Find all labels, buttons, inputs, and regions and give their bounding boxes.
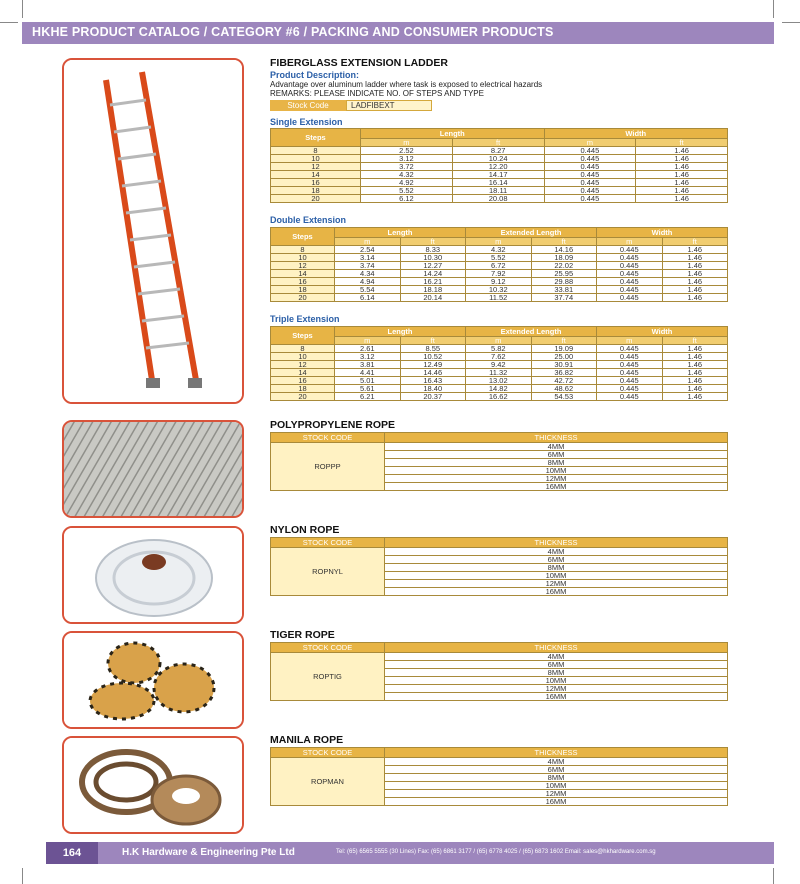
table-row — [271, 548, 728, 556]
steps-header: Steps — [271, 327, 335, 345]
value-cell: 2.61 — [335, 345, 401, 353]
thickness-header: THICKNESS — [385, 538, 728, 548]
thickness-header: THICKNESS — [385, 643, 728, 653]
value-cell: 1.46 — [636, 171, 728, 179]
steps-cell: 20 — [271, 294, 335, 302]
unit-m: m — [466, 337, 532, 345]
width-header: Width — [597, 327, 728, 337]
manila-rope-image — [64, 738, 242, 832]
value-cell: 1.46 — [662, 393, 728, 401]
double-extension-table — [270, 227, 728, 302]
value-cell: 1.46 — [636, 147, 728, 155]
value-cell: 3.72 — [361, 163, 453, 171]
value-cell: 0.445 — [597, 246, 663, 254]
thickness-cell: 10MM — [385, 782, 728, 790]
value-cell: 5.52 — [466, 254, 532, 262]
value-cell: 1.46 — [662, 385, 728, 393]
thickness-cell: 16MM — [385, 588, 728, 596]
unit-ft: ft — [662, 337, 728, 345]
unit-m: m — [466, 238, 532, 246]
value-cell: 1.46 — [662, 254, 728, 262]
thickness-cell: 16MM — [385, 693, 728, 701]
value-cell: 9.12 — [466, 278, 532, 286]
value-cell: 8.27 — [452, 147, 544, 155]
ladder-photo — [62, 58, 244, 404]
width-header: Width — [544, 129, 728, 139]
unit-ft: ft — [400, 238, 466, 246]
value-cell: 0.445 — [544, 147, 636, 155]
rope-header-row — [271, 538, 728, 548]
manila-rope-table — [270, 747, 728, 806]
value-cell: 3.12 — [335, 353, 401, 361]
value-cell: 0.445 — [597, 345, 663, 353]
unit-m: m — [335, 337, 401, 345]
value-cell: 0.445 — [597, 270, 663, 278]
value-cell: 14.82 — [466, 385, 532, 393]
length-header: Length — [361, 129, 545, 139]
thickness-header: THICKNESS — [385, 748, 728, 758]
value-cell: 1.46 — [636, 163, 728, 171]
value-cell: 20.08 — [452, 195, 544, 203]
value-cell: 29.88 — [531, 278, 597, 286]
value-cell: 33.81 — [531, 286, 597, 294]
value-cell: 7.62 — [466, 353, 532, 361]
value-cell: 0.445 — [544, 155, 636, 163]
value-cell: 0.445 — [597, 393, 663, 401]
rope-stock-code: ROPMAN — [271, 758, 385, 806]
steps-cell: 8 — [271, 147, 361, 155]
tiger-rope-table — [270, 642, 728, 701]
rope-stock-code: ROPTIG — [271, 653, 385, 701]
value-cell: 1.46 — [662, 270, 728, 278]
value-cell: 5.54 — [335, 286, 401, 294]
value-cell: 11.32 — [466, 369, 532, 377]
steps-cell: 10 — [271, 155, 361, 163]
steps-cell: 20 — [271, 393, 335, 401]
value-cell: 1.46 — [662, 262, 728, 270]
value-cell: 25.95 — [531, 270, 597, 278]
value-cell: 16.62 — [466, 393, 532, 401]
value-cell: 13.02 — [466, 377, 532, 385]
single-extension-rows — [271, 147, 728, 203]
steps-cell: 16 — [271, 278, 335, 286]
steps-cell: 8 — [271, 246, 335, 254]
double-extension-title: Double Extension — [270, 215, 347, 225]
table-row — [271, 195, 728, 203]
value-cell: 8.33 — [400, 246, 466, 254]
thickness-cell: 6MM — [385, 451, 728, 459]
steps-header: Steps — [271, 129, 361, 147]
value-cell: 0.445 — [597, 262, 663, 270]
value-cell: 1.46 — [662, 246, 728, 254]
table-row — [271, 294, 728, 302]
value-cell: 0.445 — [597, 369, 663, 377]
value-cell: 4.41 — [335, 369, 401, 377]
tiger-rope-image — [64, 633, 242, 727]
crop-mark — [773, 0, 774, 18]
value-cell: 0.445 — [597, 353, 663, 361]
stock-code-value: LADFIBEXT — [346, 100, 432, 111]
table-row — [271, 758, 728, 766]
value-cell: 1.46 — [636, 179, 728, 187]
value-cell: 12.49 — [400, 361, 466, 369]
stock-code-header: STOCK CODE — [271, 748, 385, 758]
value-cell: 2.54 — [335, 246, 401, 254]
thickness-cell: 8MM — [385, 564, 728, 572]
table-row — [271, 653, 728, 661]
double-extension-rows — [271, 246, 728, 302]
steps-cell: 14 — [271, 171, 361, 179]
value-cell: 4.92 — [361, 179, 453, 187]
value-cell: 19.09 — [531, 345, 597, 353]
value-cell: 0.445 — [597, 286, 663, 294]
value-cell: 1.46 — [662, 377, 728, 385]
manila-rope-title: MANILA ROPE — [270, 734, 344, 746]
company-name: H.K Hardware & Engineering Pte Ltd — [122, 847, 295, 858]
value-cell: 6.72 — [466, 262, 532, 270]
table-row — [271, 393, 728, 401]
thickness-cell: 4MM — [385, 758, 728, 766]
value-cell: 10.32 — [466, 286, 532, 294]
crop-mark — [773, 868, 774, 884]
value-cell: 5.01 — [335, 377, 401, 385]
value-cell: 10.52 — [400, 353, 466, 361]
ladder-image — [64, 60, 242, 402]
steps-cell: 14 — [271, 369, 335, 377]
value-cell: 2.52 — [361, 147, 453, 155]
thickness-cell: 6MM — [385, 661, 728, 669]
value-cell: 7.92 — [466, 270, 532, 278]
ladder-title: FIBERGLASS EXTENSION LADDER — [270, 57, 448, 69]
tiger-rope-title: TIGER ROPE — [270, 629, 335, 641]
stock-code-header: STOCK CODE — [271, 433, 385, 443]
value-cell: 0.445 — [544, 163, 636, 171]
steps-cell: 10 — [271, 353, 335, 361]
value-cell: 10.30 — [400, 254, 466, 262]
value-cell: 14.16 — [531, 246, 597, 254]
steps-header: Steps — [271, 228, 335, 246]
value-cell: 30.91 — [531, 361, 597, 369]
thickness-cell: 4MM — [385, 548, 728, 556]
value-cell: 1.46 — [636, 187, 728, 195]
thickness-cell: 6MM — [385, 766, 728, 774]
value-cell: 12.20 — [452, 163, 544, 171]
value-cell: 16.43 — [400, 377, 466, 385]
value-cell: 6.12 — [361, 195, 453, 203]
steps-cell: 18 — [271, 385, 335, 393]
stock-code-header: STOCK CODE — [271, 538, 385, 548]
triple-extension-title: Triple Extension — [270, 314, 340, 324]
value-cell: 0.445 — [544, 171, 636, 179]
value-cell: 1.46 — [662, 286, 728, 294]
value-cell: 0.445 — [597, 377, 663, 385]
thickness-cell: 12MM — [385, 685, 728, 693]
rope-stock-code: ROPPP — [271, 443, 385, 491]
single-extension-table — [270, 128, 728, 203]
value-cell: 1.46 — [662, 361, 728, 369]
value-cell: 1.46 — [662, 345, 728, 353]
value-cell: 0.445 — [597, 278, 663, 286]
length-header: Length — [335, 327, 466, 337]
thickness-cell: 4MM — [385, 443, 728, 451]
extended-length-header: Extended Length — [466, 327, 597, 337]
page-number: 164 — [46, 842, 98, 864]
rope-header-row — [271, 433, 728, 443]
value-cell: 18.09 — [531, 254, 597, 262]
rope-header-row — [271, 643, 728, 653]
value-cell: 1.46 — [662, 294, 728, 302]
value-cell: 6.14 — [335, 294, 401, 302]
value-cell: 12.27 — [400, 262, 466, 270]
extended-length-header: Extended Length — [466, 228, 597, 238]
value-cell: 0.445 — [544, 187, 636, 195]
value-cell: 6.21 — [335, 393, 401, 401]
value-cell: 18.11 — [452, 187, 544, 195]
thickness-cell: 12MM — [385, 790, 728, 798]
nylon-rope-table — [270, 537, 728, 596]
value-cell: 42.72 — [531, 377, 597, 385]
unit-m: m — [335, 238, 401, 246]
polypropylene-rope-table — [270, 432, 728, 491]
stock-code-label: Stock Code — [270, 100, 346, 111]
value-cell: 0.445 — [597, 254, 663, 262]
steps-cell: 20 — [271, 195, 361, 203]
value-cell: 4.34 — [335, 270, 401, 278]
value-cell: 4.32 — [466, 246, 532, 254]
unit-ft: ft — [531, 337, 597, 345]
nylon-rope-image — [64, 528, 242, 622]
value-cell: 1.46 — [662, 353, 728, 361]
thickness-cell: 10MM — [385, 467, 728, 475]
single-extension-title: Single Extension — [270, 117, 343, 127]
value-cell: 3.74 — [335, 262, 401, 270]
steps-cell: 18 — [271, 187, 361, 195]
width-header: Width — [597, 228, 728, 238]
value-cell: 11.52 — [466, 294, 532, 302]
value-cell: 5.82 — [466, 345, 532, 353]
value-cell: 25.00 — [531, 353, 597, 361]
rope-header-row — [271, 748, 728, 758]
stock-code-header: STOCK CODE — [271, 643, 385, 653]
value-cell: 1.46 — [662, 369, 728, 377]
value-cell: 54.53 — [531, 393, 597, 401]
value-cell: 14.17 — [452, 171, 544, 179]
crop-mark — [22, 868, 23, 884]
value-cell: 22.02 — [531, 262, 597, 270]
value-cell: 1.46 — [636, 155, 728, 163]
thickness-cell: 6MM — [385, 556, 728, 564]
unit-ft: ft — [636, 139, 728, 147]
thickness-header: THICKNESS — [385, 433, 728, 443]
steps-cell: 18 — [271, 286, 335, 294]
value-cell: 0.445 — [544, 195, 636, 203]
ladder-remarks: REMARKS: PLEASE INDICATE NO. OF STEPS AND TYPE — [270, 89, 484, 98]
value-cell: 4.32 — [361, 171, 453, 179]
thickness-cell: 8MM — [385, 774, 728, 782]
value-cell: 14.46 — [400, 369, 466, 377]
crop-mark — [22, 0, 23, 18]
contact-info: Tel: (65) 6565 5555 (30 Lines) Fax: (65) 6861 3177 / (65) 6778 4025 / (65) 6873 1602 Email: sales@hkhardware.com.sg — [336, 849, 656, 855]
value-cell: 18.40 — [400, 385, 466, 393]
unit-ft: ft — [531, 238, 597, 246]
thickness-cell: 12MM — [385, 580, 728, 588]
value-cell: 48.62 — [531, 385, 597, 393]
value-cell: 3.12 — [361, 155, 453, 163]
value-cell: 1.46 — [662, 278, 728, 286]
steps-cell: 12 — [271, 163, 361, 171]
unit-ft: ft — [400, 337, 466, 345]
value-cell: 36.82 — [531, 369, 597, 377]
polypropylene-rope-image — [64, 422, 242, 516]
value-cell: 3.81 — [335, 361, 401, 369]
thickness-cell: 12MM — [385, 475, 728, 483]
value-cell: 0.445 — [597, 294, 663, 302]
steps-cell: 8 — [271, 345, 335, 353]
thickness-cell: 16MM — [385, 798, 728, 806]
thickness-cell: 10MM — [385, 677, 728, 685]
polypropylene-rope-title: POLYPROPYLENE ROPE — [270, 419, 396, 431]
steps-cell: 16 — [271, 179, 361, 187]
value-cell: 9.42 — [466, 361, 532, 369]
manila-rope-photo — [62, 736, 244, 834]
steps-cell: 12 — [271, 262, 335, 270]
unit-ft: ft — [662, 238, 728, 246]
table-row — [271, 443, 728, 451]
value-cell: 5.52 — [361, 187, 453, 195]
unit-m: m — [597, 337, 663, 345]
value-cell: 5.61 — [335, 385, 401, 393]
steps-cell: 10 — [271, 254, 335, 262]
thickness-cell: 4MM — [385, 653, 728, 661]
nylon-rope-title: NYLON ROPE — [270, 524, 340, 536]
value-cell: 20.37 — [400, 393, 466, 401]
triple-extension-table — [270, 326, 728, 401]
length-header: Length — [335, 228, 466, 238]
unit-m: m — [597, 238, 663, 246]
value-cell: 16.21 — [400, 278, 466, 286]
tiger-rope-photo — [62, 631, 244, 729]
thickness-cell: 16MM — [385, 483, 728, 491]
thickness-cell: 8MM — [385, 459, 728, 467]
value-cell: 18.18 — [400, 286, 466, 294]
crop-mark — [0, 22, 18, 23]
unit-m: m — [544, 139, 636, 147]
polypropylene-rope-photo — [62, 420, 244, 518]
description-heading: Product Description: — [270, 70, 360, 80]
value-cell: 4.94 — [335, 278, 401, 286]
value-cell: 0.445 — [597, 361, 663, 369]
thickness-cell: 8MM — [385, 669, 728, 677]
triple-extension-rows — [271, 345, 728, 401]
value-cell: 20.14 — [400, 294, 466, 302]
value-cell: 16.14 — [452, 179, 544, 187]
unit-ft: ft — [452, 139, 544, 147]
steps-cell: 14 — [271, 270, 335, 278]
value-cell: 0.445 — [544, 179, 636, 187]
rope-stock-code: ROPNYL — [271, 548, 385, 596]
value-cell: 0.445 — [597, 385, 663, 393]
value-cell: 8.55 — [400, 345, 466, 353]
value-cell: 3.14 — [335, 254, 401, 262]
crop-mark — [782, 22, 800, 23]
ladder-stock-code-row — [270, 100, 432, 111]
steps-cell: 16 — [271, 377, 335, 385]
ladder-description: Advantage over aluminum ladder where task is exposed to electrical hazards — [270, 80, 543, 89]
unit-m: m — [361, 139, 453, 147]
value-cell: 37.74 — [531, 294, 597, 302]
nylon-rope-photo — [62, 526, 244, 624]
steps-cell: 12 — [271, 361, 335, 369]
thickness-cell: 10MM — [385, 572, 728, 580]
value-cell: 14.24 — [400, 270, 466, 278]
page-header-title: HKHE PRODUCT CATALOG / CATEGORY #6 / PACKING AND CONSUMER PRODUCTS — [32, 25, 554, 39]
value-cell: 10.24 — [452, 155, 544, 163]
value-cell: 1.46 — [636, 195, 728, 203]
